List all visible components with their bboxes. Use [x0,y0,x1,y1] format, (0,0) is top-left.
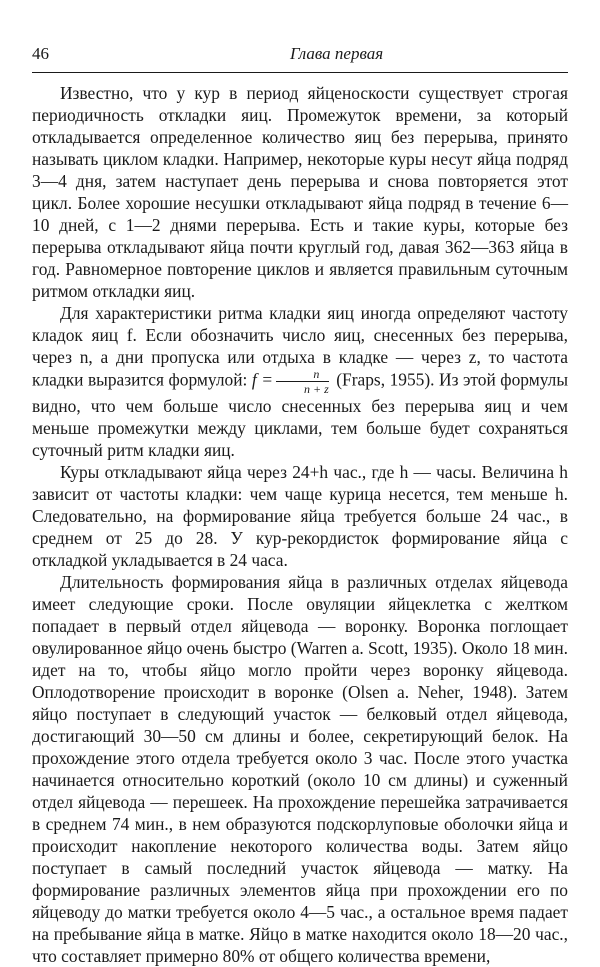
body-text [32,82,568,967]
paragraph-1: Известно, что у кур в период яйценоскости существует строгая периодичность откладки яиц. Промежуток времени, за который откладывается определенное количество яиц без перерыва, принято называть циклом кладки. Например, некоторые куры несут яйца подряд 3—4 дня, затем наступает день перерыва и снова повторяется этот цикл. Более хорошие несушки откладывают яйца подряд в течение 6—10 дней, с 1—2 днями перерыва. Есть и такие куры, которые без перерыва откладывают яйца почти круглый год, давая 362—363 яйца в год. Равномерное повторение циклов и является правильным суточным ритмом откладки яиц. [32,83,568,301]
header-rule [32,72,568,73]
formula-lhs: f = [251,369,273,390]
paragraph-2-after-formula: (Fraps, 1955). Из этой формулы видно, что чем больше число снесенных без перерыва яиц и чем меньше промежутки между циклами, тем больше будет сохраняться суточный ритм кладки яиц. [32,369,569,460]
formula-fraction [276,368,329,395]
paragraph-4: Длительность формирования яйца в различных отделах яйцевода имеет следующие сроки. После овуляции яйцеклетка с желтком попадает в первый отдел яйцевода — воронку. Воронка поглощает овулированное яйцо очень быстро (Warren a. Scott, 1935). Около 18 мин. идет на то, чтобы яйцо могло пройти через воронку яйцевода. Оплодотворение происходит в воронке (Olsen a. Neher, 1948). Затем яйцо поступает в следующий участок — белковый отдел яйцевода, достигающий 30—50 см длины и более, секретирующий белок. На прохождение этого отдела требуется около 3 час. После этого участка начинается относительно короткий (около 10 см длины) и суженный отдел яйцевода — перешеек. На прохождение перешейка затрачивается в среднем 74 мин., в нем образуются подскорлуповые оболочки яйца и происходит накопление некоторого количества воды. Затем яйцо поступает в самый последний участок яйцевода — матку. На формирование различных элементов яйца при прохождении его по яйцеводу до матки требуется около 4—5 час., а остальное время падает на пребывание яйца в матке. Яйцо в матке находится около 18—20 час., что составляет примерно 80% от общего количества времени, [32,572,568,966]
formula-denominator: n + z [303,382,329,396]
chapter-title: Глава первая [290,44,384,63]
formula-numerator: n [276,368,329,382]
paragraph-2-before-formula: Для характеристики ритма кладки яиц иногда определяют частоту кладок яиц f. Если обозначить число яиц, снесенных без перерыва, через n, а дни пропуска или отдыха в кладке — через z, то частота кладки выразится формулой: [32,303,568,390]
paragraph-2 [32,302,568,461]
page-number: 46 [32,44,49,63]
running-header [32,44,568,66]
paragraph-3: Куры откладывают яйца через 24+h час., где h — часы. Величина h зависит от частоты кладки: чем чаще курица несется, тем меньше h. Следовательно, на формирование яйца требуется больше 24 час., в среднем от 25 до 28. У кур-рекордисток формирование яйца с откладкой укладывается в 24 часа. [32,462,568,570]
